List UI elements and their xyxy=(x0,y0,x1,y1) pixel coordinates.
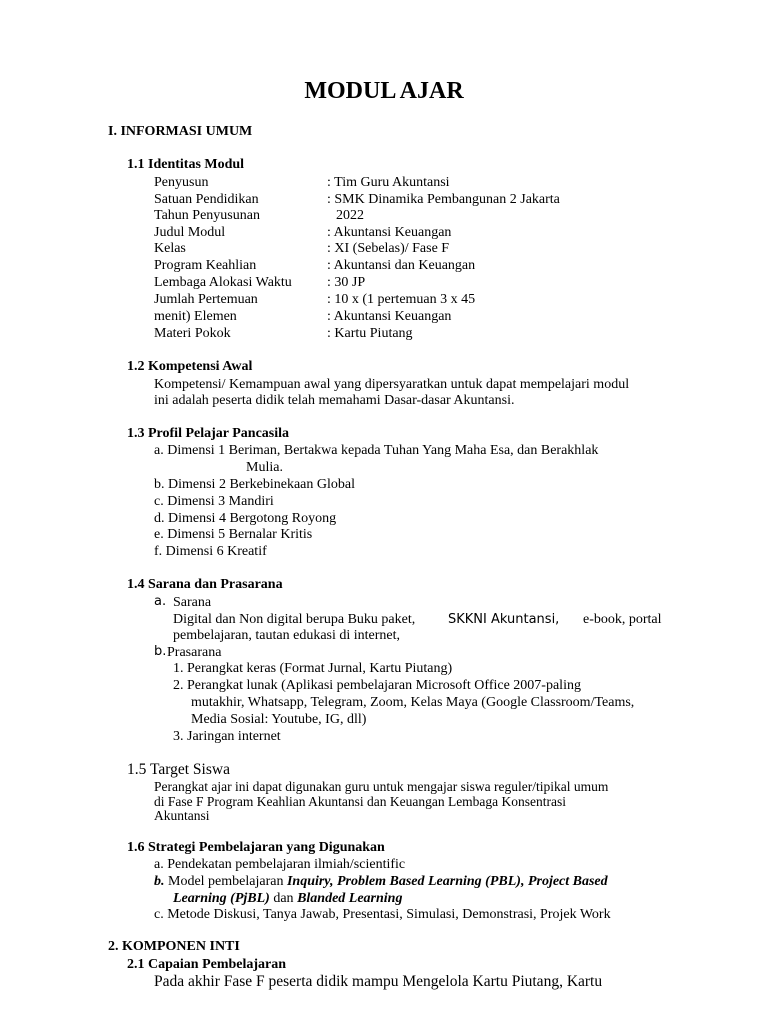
prasarana-item: Media Sosial: Youtube, IG, dll) xyxy=(191,712,367,727)
identitas-label: Materi Pokok xyxy=(154,326,231,341)
profil-item: Mulia. xyxy=(246,460,283,475)
identitas-heading: 1.1 Identitas Modul xyxy=(127,157,245,172)
identitas-label: Kelas xyxy=(154,241,186,256)
strategi-b-models: Inquiry, Problem Based Learning (PBL), Project Based xyxy=(286,874,608,889)
strategi-b-pjbl: Learning (PjBL) xyxy=(173,891,270,906)
identitas-value: : Tim Guru Akuntansi xyxy=(327,175,450,190)
sarana-a-text: e-book, portal xyxy=(583,612,662,627)
capaian-text: Pada akhir Fase F peserta didik mampu Mengelola Kartu Piutang, Kartu xyxy=(154,973,603,990)
kompetensi-text: ini adalah peserta didik telah memahami Dasar-dasar Akuntansi. xyxy=(154,393,515,408)
target-heading: 1.5 Target Siswa xyxy=(127,761,230,778)
strategi-b-blended: Blanded Learning xyxy=(297,891,403,906)
identitas-value: : Akuntansi dan Keuangan xyxy=(327,258,476,273)
page-title: MODUL AJAR xyxy=(304,78,464,104)
sarana-a-marker: a. xyxy=(154,594,167,609)
strategi-item-b xyxy=(154,874,608,890)
sarana-a-label: Sarana xyxy=(173,595,212,610)
identitas-value: 2022 xyxy=(336,208,364,223)
profil-item: f. Dimensi 6 Kreatif xyxy=(154,544,267,559)
target-text: Perangkat ajar ini dapat digunakan guru untuk mengajar siswa reguler/tipikal umum xyxy=(154,779,609,794)
identitas-label: Penyusun xyxy=(154,175,209,190)
identitas-value: : Akuntansi Keuangan xyxy=(327,225,452,240)
identitas-label: Judul Modul xyxy=(154,225,226,240)
prasarana-item: 3. Jaringan internet xyxy=(173,729,281,744)
profil-item: e. Dimensi 5 Bernalar Kritis xyxy=(154,527,313,542)
profil-item: d. Dimensi 4 Bergotong Royong xyxy=(154,511,337,526)
identitas-label: Tahun Penyusunan xyxy=(154,208,260,223)
identitas-value: : SMK Dinamika Pembangunan 2 Jakarta xyxy=(327,192,560,207)
profil-item: a. Dimensi 1 Beriman, Bertakwa kepada Tuhan Yang Maha Esa, dan Berakhlak xyxy=(154,443,599,458)
kompetensi-heading: 1.2 Kompetensi Awal xyxy=(127,359,253,374)
kompetensi-text: Kompetensi/ Kemampuan awal yang dipersyaratkan untuk dapat mempelajari modul xyxy=(154,377,630,392)
strategi-heading: 1.6 Strategi Pembelajaran yang Digunakan xyxy=(127,840,385,855)
section-1-heading: I. INFORMASI UMUM xyxy=(108,124,253,139)
identitas-value: : XI (Sebelas)/ Fase F xyxy=(327,241,450,256)
profil-item: b. Dimensi 2 Berkebinekaan Global xyxy=(154,477,356,492)
sarana-heading: 1.4 Sarana dan Prasarana xyxy=(127,577,283,592)
strategi-item-a: a. Pendekatan pembelajaran ilmiah/scientific xyxy=(154,857,406,872)
sarana-b-label: Prasarana xyxy=(167,645,222,660)
prasarana-item: 2. Perangkat lunak (Aplikasi pembelajaran Microsoft Office 2007-paling xyxy=(173,678,581,693)
identitas-value: : Akuntansi Keuangan xyxy=(327,309,452,324)
strategi-b-text: Model pembelajaran xyxy=(164,874,287,889)
identitas-value: : 10 x (1 pertemuan 3 x 45 xyxy=(327,292,476,307)
sarana-a-text: Digital dan Non digital berupa Buku paket, xyxy=(173,612,416,627)
identitas-label: Program Keahlian xyxy=(154,258,257,273)
target-text: Akuntansi xyxy=(154,808,210,823)
strategi-b-marker: b. xyxy=(154,874,165,889)
sarana-a-text: SKKNI Akuntansi, xyxy=(448,612,560,627)
prasarana-item: mutakhir, Whatsapp, Telegram, Zoom, Kelas Maya (Google Classroom/Teams, xyxy=(191,695,635,710)
capaian-heading: 2.1 Capaian Pembelajaran xyxy=(127,957,287,972)
profil-item: c. Dimensi 3 Mandiri xyxy=(154,494,274,509)
strategi-b-dan: dan xyxy=(269,891,298,906)
identitas-label: menit) Elemen xyxy=(154,309,237,324)
section-2-heading: 2. KOMPONEN INTI xyxy=(108,939,240,954)
target-text: di Fase F Program Keahlian Akuntansi dan Keuangan Lembaga Konsentrasi xyxy=(154,794,567,809)
identitas-label: Jumlah Pertemuan xyxy=(154,292,258,307)
strategi-item-c: c. Metode Diskusi, Tanya Jawab, Presentasi, Simulasi, Demonstrasi, Projek Work xyxy=(154,907,611,922)
prasarana-item: 1. Perangkat keras (Format Jurnal, Kartu Piutang) xyxy=(173,661,453,676)
strategi-item-b-cont xyxy=(173,891,402,907)
sarana-a-text: pembelajaran, tautan edukasi di internet, xyxy=(173,628,401,643)
sarana-b-marker: b. xyxy=(154,644,167,659)
identitas-label: Satuan Pendidikan xyxy=(154,192,259,207)
profil-heading: 1.3 Profil Pelajar Pancasila xyxy=(127,426,290,441)
identitas-label: Lembaga Alokasi Waktu xyxy=(154,275,292,290)
identitas-value: : Kartu Piutang xyxy=(327,326,413,341)
identitas-value: : 30 JP xyxy=(327,275,366,290)
